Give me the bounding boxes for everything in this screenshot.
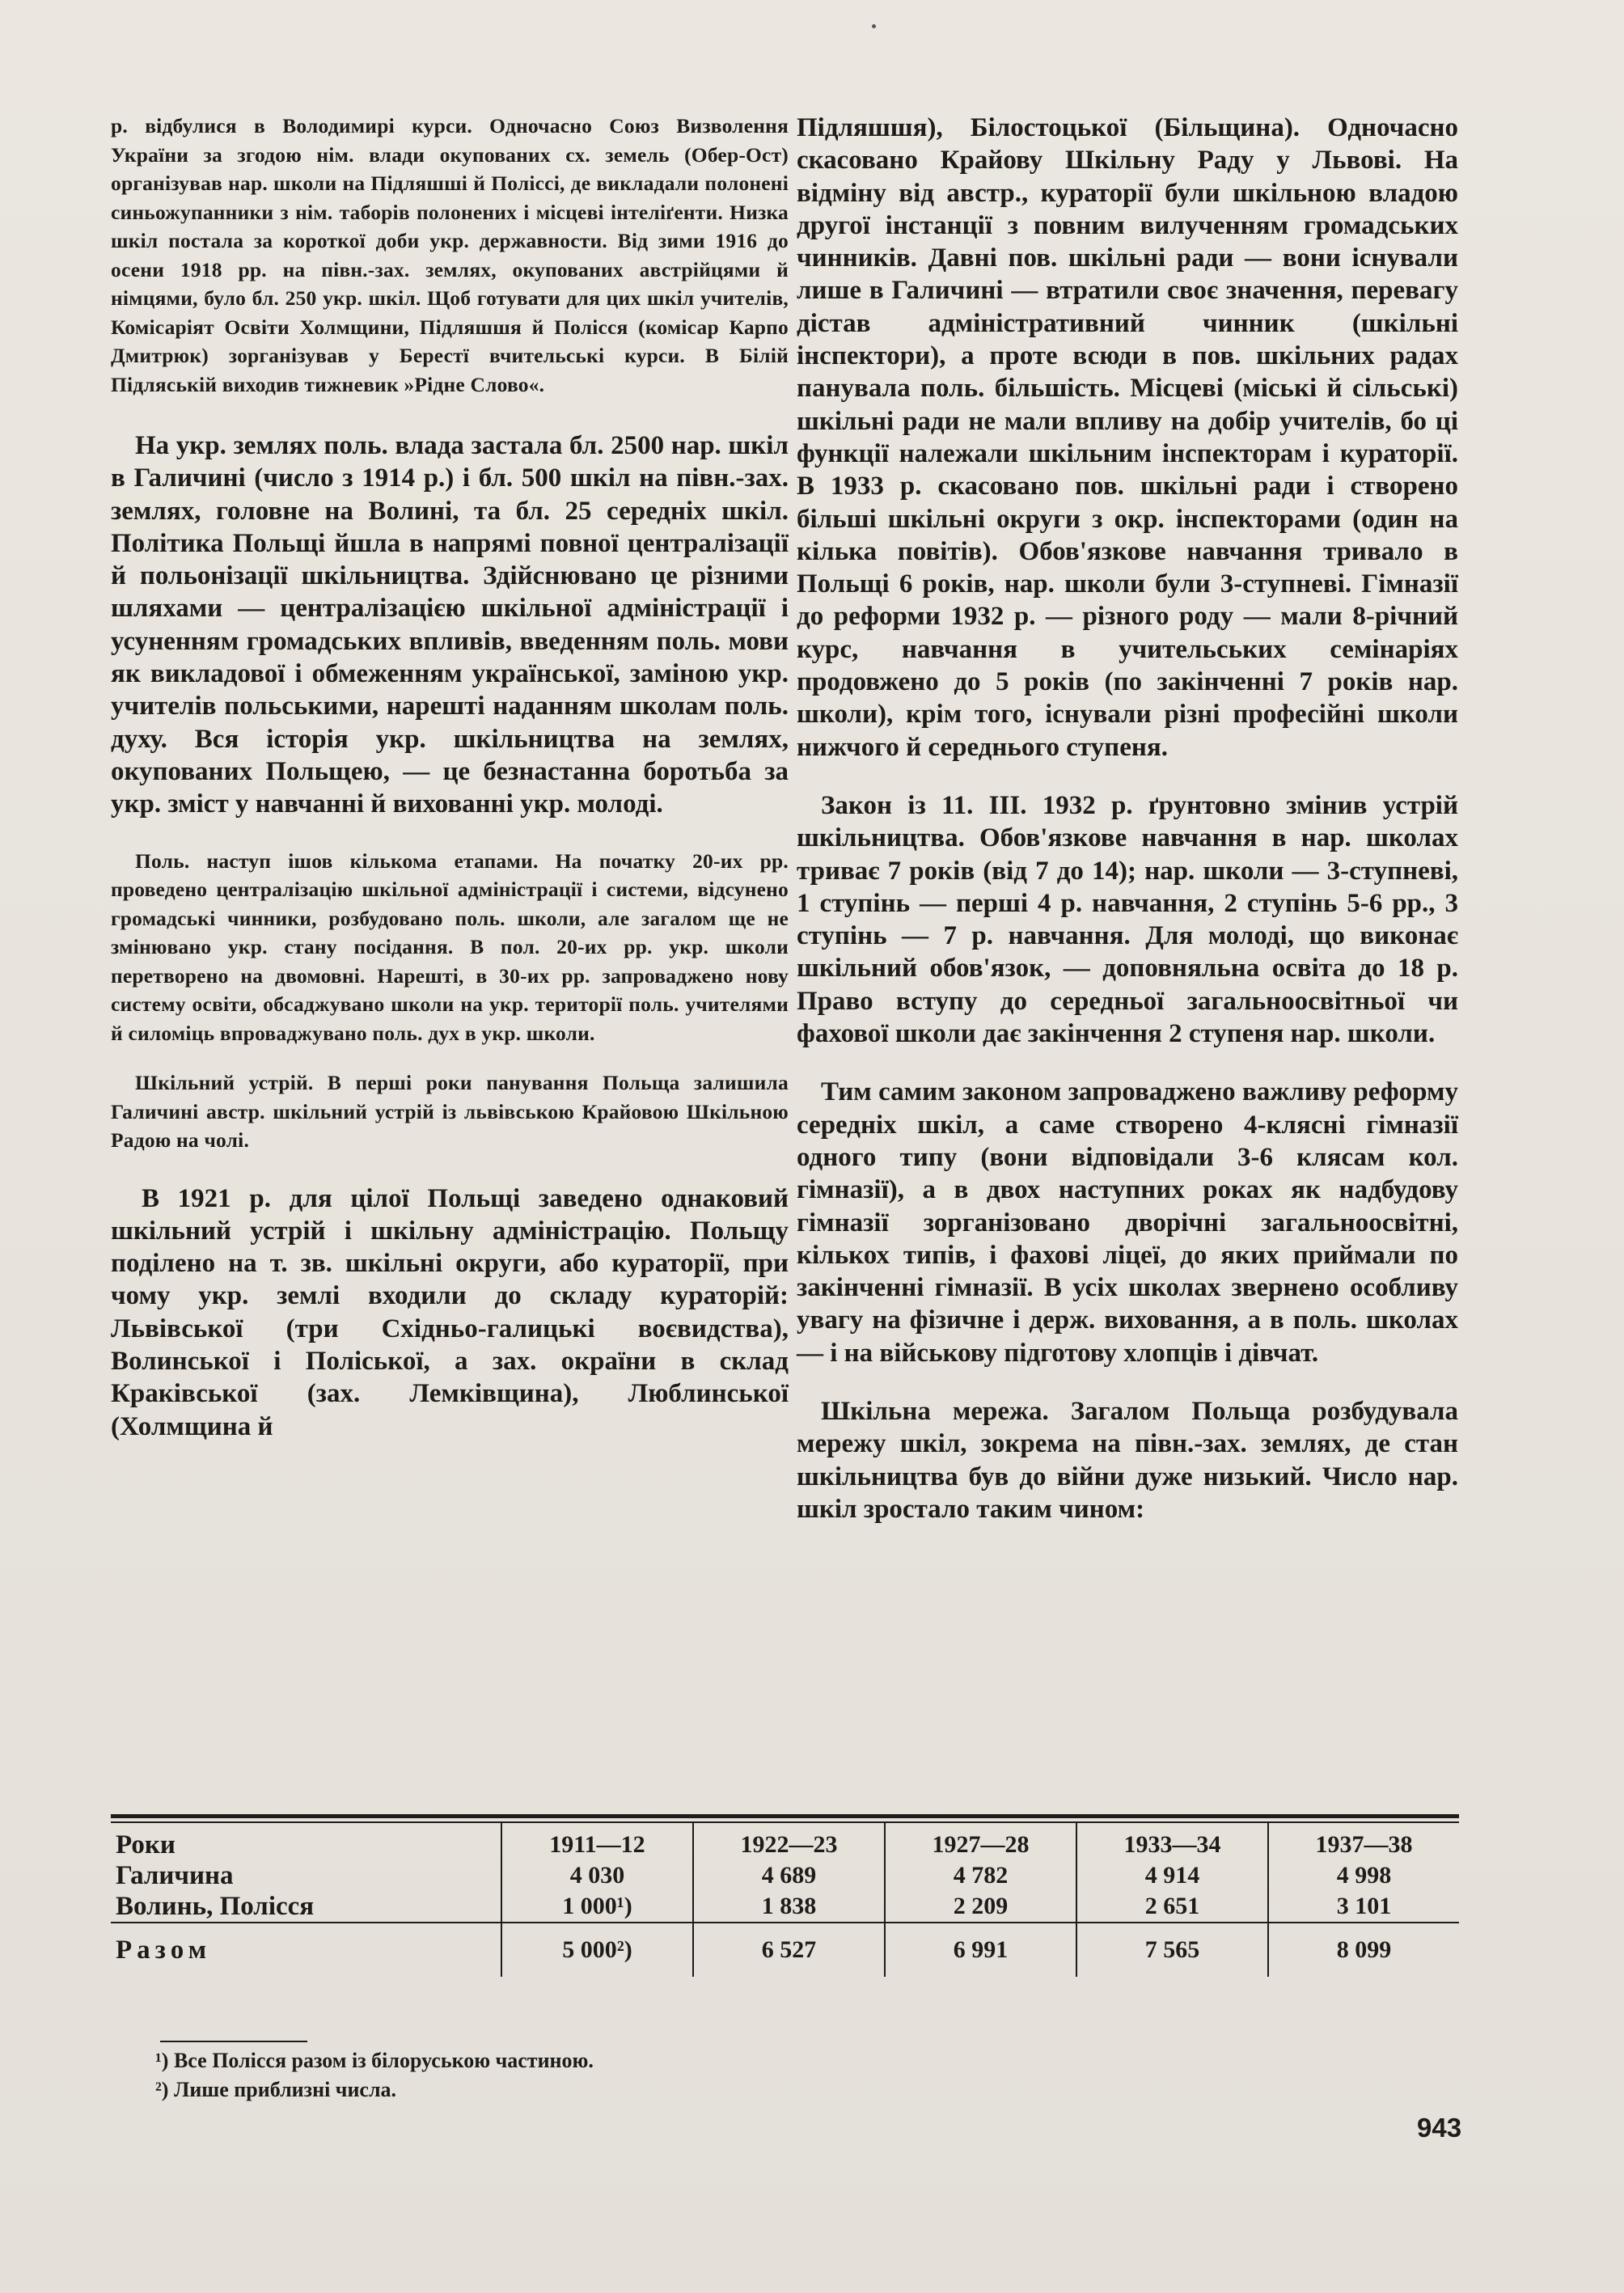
volhynia-cell: 1 000¹) [562, 1893, 632, 1919]
table-column [692, 1823, 884, 1922]
paragraph: На укр. землях поль. влада застала бл. 2500 нар. шкіл в Галичині (число з 1914 р.) і бл. 500 шкіл на півн.-зах. землях, головне на Волині, та бл. 25 середніх шкіл. Політика Польщі йшла в напрямі повної централізації й польонізації шкільництва. Здійснювано це різними шляхами — централізацією шкільної адміністрації і усуненням громадських впливів, введенням поль. мови як викладової і обмеженням української, заміною укр. учителів польськими, нарешті наданням школам поль. духу. Вся історія укр. шкільництва на землях, окупованих Польщею, — це безнастанна боротьба за укр. зміст у навчанні й вихованні укр. молоді. [111, 431, 789, 819]
footnote-rule [160, 2041, 307, 2042]
year-cell: 1922—23 [740, 1831, 838, 1858]
paragraph: Тим самим законом запроваджено важливу реформу середніх шкіл, а саме створено 4-клясні гімназії одного типу (вони відповідали 3-6 клясам кол. гімназії), а в двох наступних роках як надбудову гімназії зорганізовано дворічні загальноосвітні, кількох типів, і фахові ліцеї, до яких приймали по закінченні гімназії. В усіх школах звернено особливу увагу на фізичне і держ. виховання, а в поль. школах — і на військову підготову хлопців і дівчат. [797, 1077, 1458, 1368]
year-cell: 1937—38 [1315, 1831, 1413, 1858]
year-cell: 1927—28 [932, 1831, 1030, 1858]
table-row [111, 1823, 1459, 1922]
total-cell: 8 099 [1267, 1923, 1459, 1977]
paragraph: Закон із 11. III. 1932 р. ґрунтовно змінив устрій шкільництва. Обов'язкове навчання в нар. школах триває 7 років (від 7 до 14); нар. школи — 3-ступневі, 1 ступінь — перші 4 р. навчання, 2 ступінь 5-6 рр., 3 ступінь — 7 р. навчання. Для молоді, що виконає шкільний обов'язок, — доповняльна освіта до 18 р. Право вступу до середньої загальноосвітньої чи фахової школи дає закінчення 2 ступеня нар. школи. [797, 790, 1458, 1049]
table-column [501, 1823, 692, 1922]
table-column [1076, 1823, 1267, 1922]
galicia-cell: 4 998 [1336, 1862, 1392, 1889]
row-label-years: Роки [116, 1830, 176, 1859]
speck [872, 24, 876, 28]
volhynia-cell: 1 838 [761, 1893, 817, 1919]
table-top-rule [111, 1814, 1459, 1818]
total-cell: 6 991 [884, 1923, 1076, 1977]
total-cell: 7 565 [1076, 1923, 1267, 1977]
total-cell: 5 000²) [501, 1923, 692, 1977]
table-column [1267, 1823, 1459, 1922]
right-column [797, 112, 1458, 1525]
section-heading: Шкільний устрій. [135, 1071, 314, 1095]
row-labels [111, 1823, 501, 1922]
volhynia-cell: 2 651 [1144, 1893, 1200, 1919]
year-cell: 1933—34 [1123, 1831, 1221, 1858]
table-total-row [111, 1923, 1459, 1977]
paragraph: Підляшшя), Білостоцької (Більщина). Одночасно скасовано Крайову Шкільну Раду у Львові. На відміну від австр., кураторії були шкільною владою другої інстанції з повним вилученням громадських чинників. Давні пов. шкільні ради — вони існували лише в Галичині — втратили своє значення, перевагу дістав адміністративний чинник (шкільні інспектори), а проте всюди в пов. шкільних радах панувала поль. більшість. Місцеві (міські й сільські) шкільні ради не мали впливу на добір учителів, бо ці функції належали шкільним інспекторам і кураторії. В 1933 р. скасовано пов. шкільні ради і створено більші шкільні округи з окр. інспекторами (один на кілька повітів). Обов'язкове навчання тривало в Польщі 6 років, нар. школи були 3-ступневі. Гімназії до реформи 1932 р. — різного роду — мали 8-річний курс, навчання в учительських семінаріях продовжено до 5 років (по закінченні 7 років нар. школи), крім того, існували різні професійні школи нижчого й середнього ступеня. [797, 113, 1458, 762]
row-label-volhynia: Волинь, Полісся [116, 1892, 315, 1921]
left-column [111, 112, 789, 1443]
volhynia-cell: 3 101 [1336, 1893, 1392, 1919]
page-number: 943 [1417, 2113, 1462, 2143]
year-cell: 1911—12 [549, 1831, 645, 1858]
total-cell: 6 527 [692, 1923, 884, 1977]
paragraph-small: р. відбулися в Володимирі курси. Одночасно Союз Визволення України за згодою нім. влади окупованих сх. земель (Обер-Ост) організував нар. школи на Підляшші й Поліссі, де викладали полонені синьожупанники з нім. таборів полонених і місцеві інтеліґенти. Низка шкіл постала за короткої доби укр. державности. Від зими 1916 до осени 1918 рр. на півн.-зах. землях, окупованих австрійцями й німцями, було бл. 250 укр. шкіл. Щоб готувати для цих шкіл учителів, Комісаріят Освіти Холмщини, Підляшшя й Полісся (комісар Карпо Дмитрюк) зорганізував у Берестї вчительські курси. В Білій Підляській виходив тижневик »Рідне Слово«. [111, 114, 789, 396]
galicia-cell: 4 689 [761, 1862, 817, 1889]
schools-table [111, 1814, 1459, 1977]
galicia-cell: 4 782 [953, 1862, 1009, 1889]
section-paragraph [797, 1395, 1458, 1525]
volhynia-cell: 2 209 [953, 1893, 1009, 1919]
total-label: Разом [116, 1936, 212, 1965]
galicia-cell: 4 030 [569, 1862, 625, 1889]
footnote: ²) Лише приблизні числа. [155, 2078, 397, 2101]
footnotes [155, 2046, 594, 2105]
section-heading: Шкільна мережа. [821, 1396, 1049, 1426]
section-paragraph [111, 1068, 789, 1155]
paragraph-small: Поль. наступ ішов кількома етапами. На початку 20-их рр. проведено централізацію шкільної адміністрації і системи, відсунено громадські чинники, розбудовано поль. школи, але загалом ще не змінювано укр. стану посідання. В пол. 20-их рр. укр. школи перетворено на двомовні. Нарешті, в 30-их рр. запроваджено нову систему освіти, обсаджувано школи на укр. території поль. учителями й силоміць впроваджувано поль. дух в укр. школи. [111, 848, 789, 1045]
section-text: В перші роки панування Польща залишила Галичині австр. шкільний устрій із львівською Крайовою Шкільною Радою на чолі. [111, 1071, 789, 1153]
table-column [884, 1823, 1076, 1922]
galicia-cell: 4 914 [1144, 1862, 1200, 1889]
section-text: Загалом Польща розбудувала мережу шкіл, зокрема на півн.-зах. землях, де стан шкільництва був до війни дуже низький. Число нар. шкіл зростало таким чином: [797, 1396, 1459, 1524]
row-label-galicia: Галичина [116, 1861, 234, 1890]
footnote: ¹) Все Полісся разом із білоруською частиною. [155, 2049, 594, 2072]
paragraph: В 1921 р. для цілої Польщі заведено однаковий шкільний устрій і шкільну адміністрацію. Польщу поділено на т. зв. шкільні округи, або кураторії, при чому укр. землі входили до складу кураторій: Львівської (три Східньо-галицькі воєвидства), Волинської і Поліської, а зах. окраїни в склад Краківської (зах. Лемківщина), Люблинської (Холмщина й [111, 1183, 789, 1441]
